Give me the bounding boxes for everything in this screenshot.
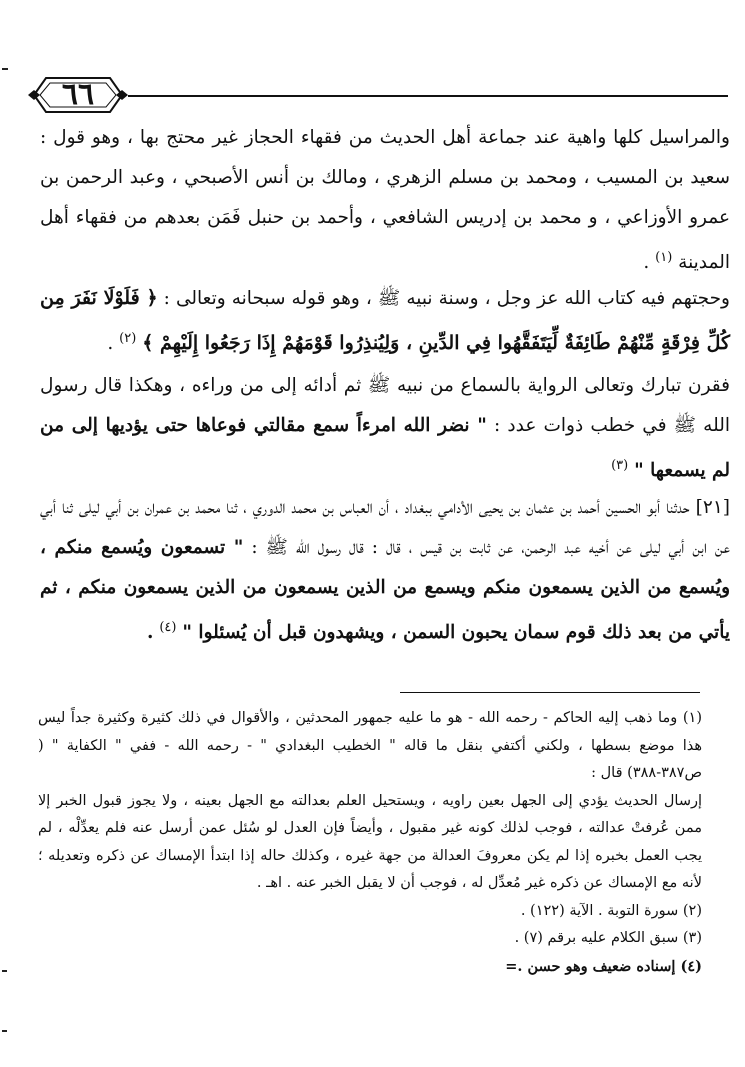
footnote-1-quote: إرسال الحديث يؤدي إلى الجهل بعين راويه ، ويستحيل العلم بعدالته مع الجهل بعينه ، ولا يجوز قبول الخبر إلا ممن عُرفتْ عدالته ، فوجب لذلك كونه غير مقبول ، وأيضاً فإن العدل لو سُئل عمن أرسل عنه فلم يعدِّلْه ، لم يجب العمل بخبره إذا لم يكن معروفَ العدالة من جهة غيره ، وكذلك حاله إذا ابتدأ الإمساك عن ذكره وتعديله ؛ لأنه مع الإمساك عن ذكره غير مُعدِّل له ، فوجب أن لا يقبل الخبر عنه . اهـ .	[38, 792, 702, 891]
hadith-text: " تسمعون ويُسمع منكم ، ويُسمع من الذين يسمعون منكم ويسمع من الذين يسمعون من الذين يسمعون منكم ، ثم يأتي من بعد ذلك قوم سمان يحبون السمن ، ويشهدون قبل أن يُسئلوا "	[40, 537, 730, 644]
footnote-ref: (٤)	[159, 620, 177, 635]
hadith-text: " نضر الله امرءاً سمع مقالتي فوعاها حتى يؤديها إلى من لم يسمعها "	[40, 415, 730, 482]
footnote-2: (٢) سورة التوبة . الآية (١٢٢) .	[520, 902, 702, 919]
paragraph-evidence	[40, 278, 730, 364]
header-rule	[128, 95, 728, 97]
paragraph-end: .	[107, 333, 114, 355]
footnotes	[38, 705, 702, 980]
page-number-frame	[28, 72, 128, 118]
paragraph-riwaya	[40, 366, 730, 491]
footnote-3: (٣) سبق الكلام عليه برقم (٧) .	[514, 930, 702, 946]
paragraph-end: .	[146, 622, 154, 644]
footnote-ref: (٢)	[119, 331, 137, 346]
scan-mark	[2, 970, 7, 972]
footnote-ref: (٣)	[611, 458, 629, 473]
scan-mark	[2, 1030, 7, 1032]
paragraph-hadith-21	[40, 488, 730, 653]
footnote-separator	[400, 692, 700, 693]
footnote-1: (١) وما ذهب إليه الحاكم - رحمه الله - هو ما عليه جمهور المحدثين ، والأقوال في ذلك كثيرة وكثيرة جداً ليس هذا موضع بسطها ، ولكني أكتفي بنقل ما قاله " الخطيب البغدادي " - رحمه الله - ففي " الكفاية " ( ص٣٨٧-٣٨٨) قال :	[38, 710, 702, 781]
paragraph-mursal	[40, 118, 730, 283]
paragraph-end: .	[643, 252, 650, 274]
footnote-ref: (١)	[655, 250, 673, 265]
footnote-4: (٤) إسناده ضعيف وهو حسن .=	[505, 957, 702, 975]
scan-mark	[2, 68, 8, 70]
isnad-text: [٢١] حدثنا أبو الحسين أحمد بن عثمان بن يحيى الأدامي ببغداد ، أن العباس بن محمد الدوري ، ثنا محمد بن عمران بن أبي ليلى ثنا أبي عن ابن أبي ليلى عن أخيه عبد الرحمن، عن ثابت بن قيس ، قال : قال رسول الله ﷺ :	[40, 497, 730, 558]
paragraph-text: وحجتهم فيه كتاب الله عز وجل ، وسنة نبيه ﷺ ، وهو قوله سبحانه وتعالى :	[163, 288, 730, 309]
paragraph-text: والمراسيل كلها واهية عند جماعة أهل الحديث من فقهاء الحجاز غير محتج بها ، وهو قول : سعيد بن المسيب ، ومحمد بن مسلم الزهري ، ومالك بن أنس الأصبحي ، وعبد الرحمن بن عمرو الأوزاعي ، و محمد بن إدريس الشافعي ، وأحمد بن حنبل فَمَن بعدهم من فقهاء أهل المدينة	[40, 127, 730, 274]
page-number: ٦٦	[61, 77, 95, 112]
paragraph-text: فقرن تبارك وتعالى الرواية بالسماع من نبيه ﷺ ثم أدائه إلى من وراءه ، وهكذا قال رسول الله ﷺ في خطب ذوات عدد :	[40, 375, 730, 436]
quran-verse: ﴿ فَلَوْلَا نَفَرَ مِن كُلِّ فِرْقَةٍ مِّنْهُمْ طَائِفَةٌ لِّيَتَفَقَّهُوا فِي الدِّينِ ، وَلِيُنذِرُوا قَوْمَهُمْ إِذَا رَجَعُوا إِلَيْهِمْ ﴾	[40, 287, 730, 355]
